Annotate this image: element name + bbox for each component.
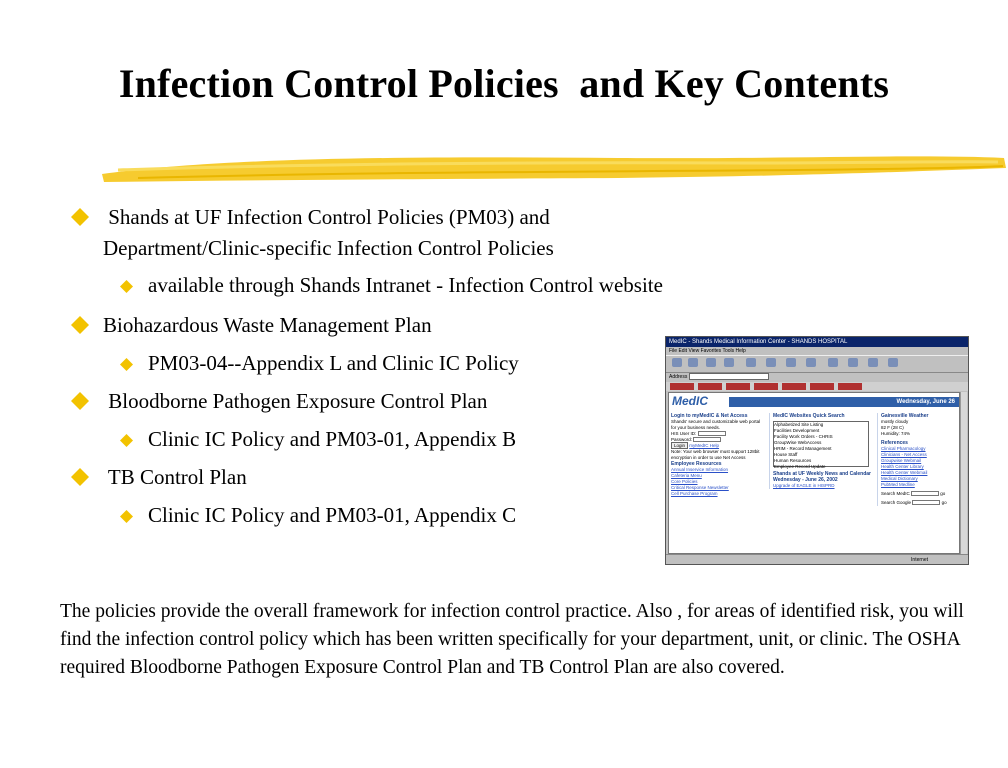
diamond-bullet-icon	[120, 434, 133, 447]
diamond-bullet-icon	[70, 207, 90, 227]
diamond-bullet-icon	[120, 280, 133, 293]
bullet-item: Shands at UF Infection Control Policies (PM03) and Department/Clinic-specific Infection Control Policies	[70, 202, 554, 264]
bullet-item: Biohazardous Waste Management Plan	[70, 310, 432, 341]
medic-logo: MedIC	[672, 394, 708, 408]
scrollbar[interactable]	[960, 392, 967, 554]
highlighter-stroke	[98, 148, 1008, 188]
login-button[interactable]: Login	[671, 442, 688, 449]
weather-column: Gainesville Weather mostly cloudy 82 F (28 C) Humidity: 74% References Clinical Pharmacology Clinicians - Net Access Groupwise Webmail Health Center Library Health Center Webmail Medical Dictionary PubMed Medline Search MedIC go Search Google go	[877, 413, 957, 506]
window-title: MedIC - Shands Medical Information Center - SHANDS HOSPITAL	[666, 337, 968, 347]
search-google-input[interactable]	[912, 500, 940, 505]
date-banner: Wednesday, June 26	[729, 397, 959, 407]
diamond-bullet-icon	[120, 358, 133, 371]
intranet-screenshot	[665, 336, 969, 565]
web-page	[668, 392, 960, 554]
diamond-bullet-icon	[70, 467, 90, 487]
summary-paragraph: The policies provide the overall framework for infection control practice. Also , for areas of identified risk, you will find the infection control policy which has been written specifically for your department, unit, or clinic. The OSHA required Bloodborne Pathogen Exposure Control Plan and TB Control Plan are also covered.	[60, 601, 964, 678]
browser-toolbar	[666, 355, 968, 373]
sub-bullet-item: Clinic IC Policy and PM03-01, Appendix B	[120, 424, 516, 455]
go-button[interactable]: go	[940, 491, 946, 496]
diamond-bullet-icon	[70, 391, 90, 411]
go-button[interactable]: go	[941, 500, 947, 505]
user-id-input[interactable]	[698, 431, 726, 436]
sub-bullet-item: available through Shands Intranet - Infection Control website	[120, 270, 663, 301]
status-bar: Internet	[666, 554, 968, 564]
slide-title: Infection Control Policies and Key Contents	[118, 61, 890, 106]
login-column: Login to myMedIC & Net Access Shands' secure and customizable web portal for your business needs. HIS User ID: Password: Login myMedIC Help Note: Your web browser must support 128bit encryption in order to use Net Access Employee Resources Annual Inservice Information Cafeteria Menu Core Policies Critical Response Newsletter Cell Purchase Program	[671, 413, 761, 496]
password-input[interactable]	[693, 437, 721, 442]
menu-bar: File Edit View Favorites Tools Help	[669, 348, 746, 354]
quick-search-column: MedIC Websites Quick Search Alphabetized Site Listing Facilities Development Facility Work Orders - CHRIS GroupWise WebAccess HRIM - Record Management House Staff Human Resources Employee Record Update Shands at UF Weekly News and Calendar Wednesday - June 26, 2002 Upgrade of EAGLE in HISPRD	[769, 413, 873, 489]
diamond-bullet-icon	[120, 510, 133, 523]
sub-bullet-item: PM03-04--Appendix L and Clinic IC Policy	[120, 348, 519, 379]
bullet-item: Bloodborne Pathogen Exposure Control Plan	[70, 386, 487, 417]
site-list[interactable]: Alphabetized Site Listing Facilities Development Facility Work Orders - CHRIS GroupWise WebAccess HRIM - Record Management House Staff Human Resources Employee Record Update	[773, 421, 869, 467]
address-bar: Address	[666, 373, 968, 382]
bullet-item: TB Control Plan	[70, 462, 247, 493]
search-medic-input[interactable]	[911, 491, 939, 496]
diamond-bullet-icon	[70, 315, 90, 335]
links-bar	[666, 382, 968, 391]
sub-bullet-item: Clinic IC Policy and PM03-01, Appendix C	[120, 500, 516, 531]
